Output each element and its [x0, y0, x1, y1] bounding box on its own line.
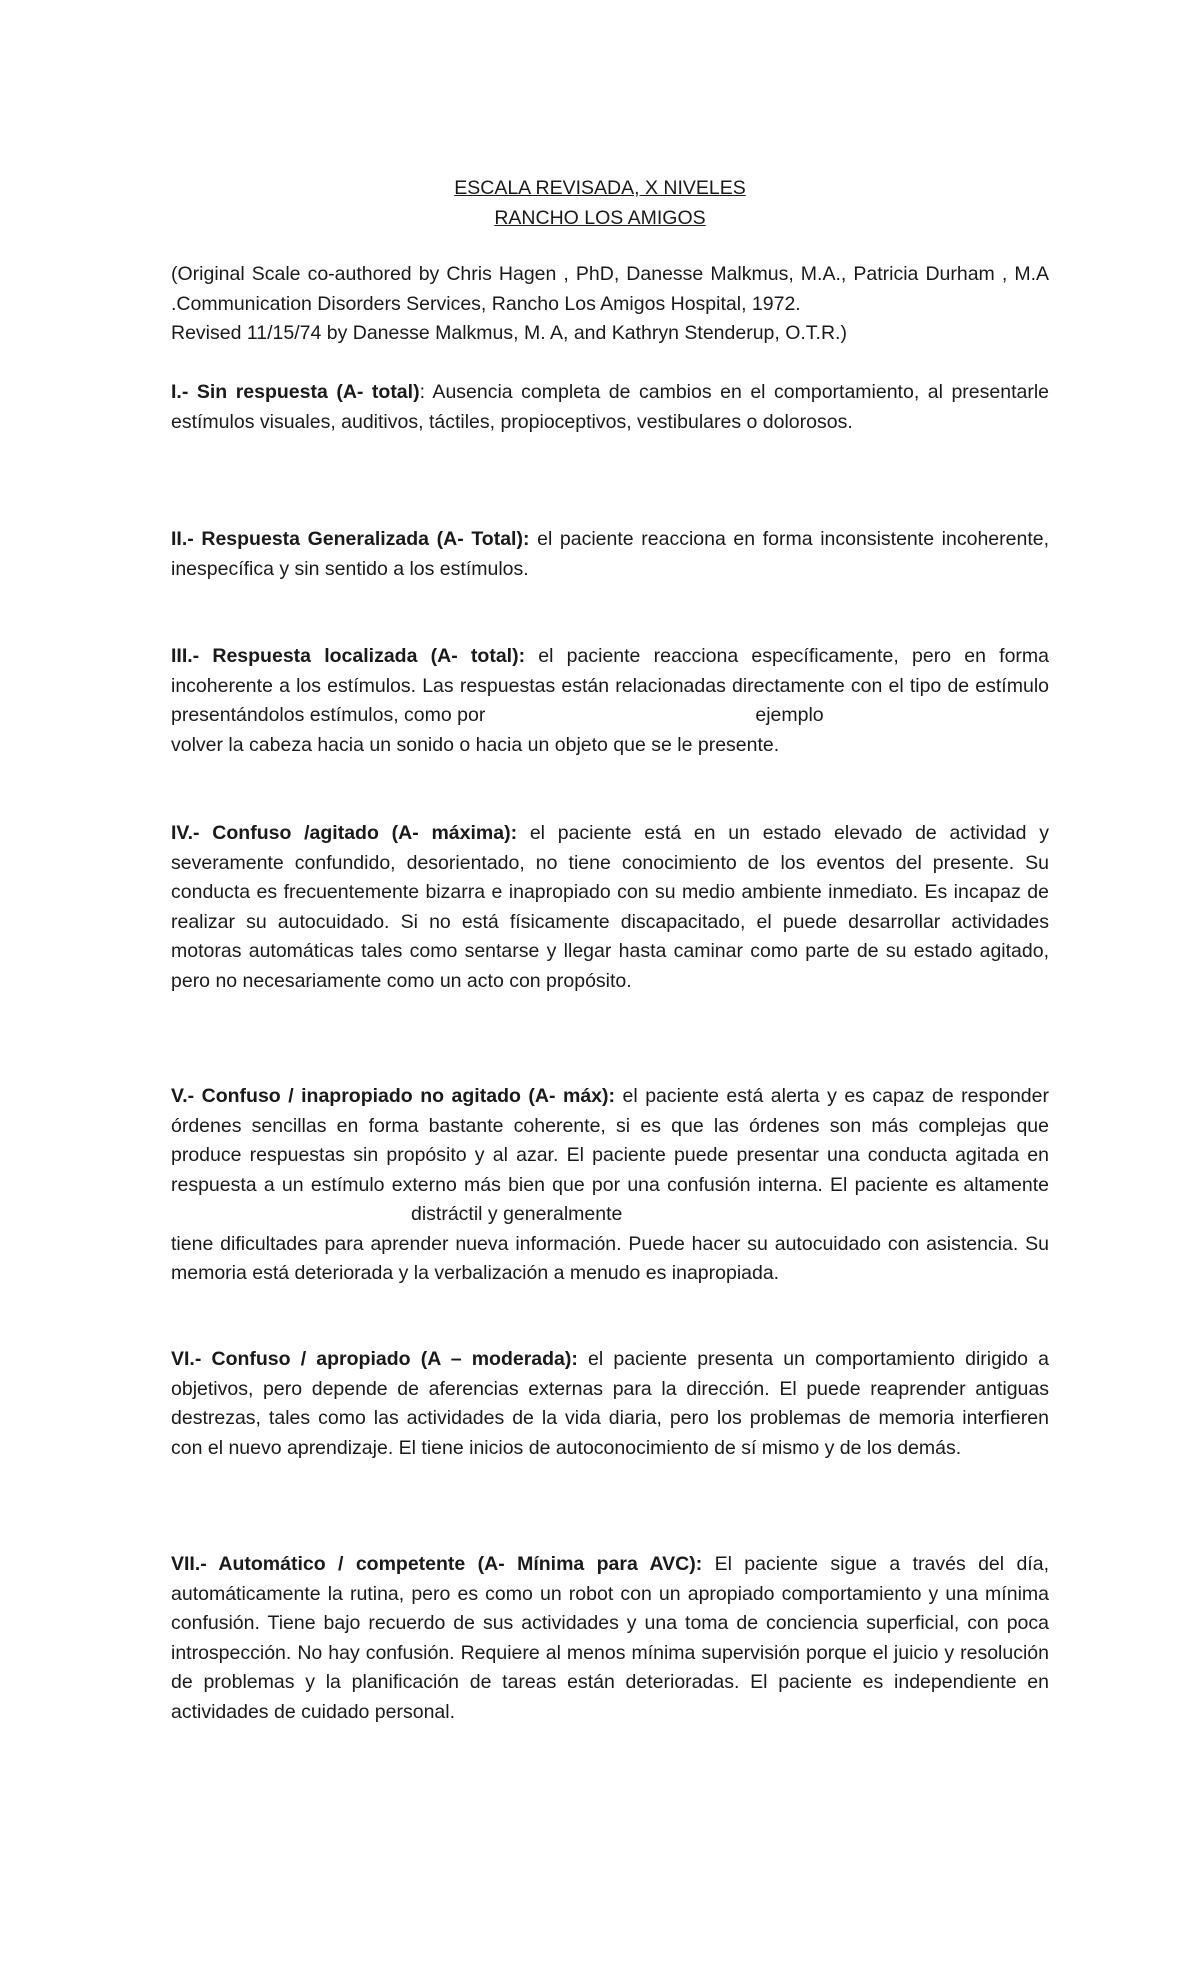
level-2-text: el paciente reacciona en forma inconsistente incoherente, inespecífica y sin sentido a los estímulos. [171, 528, 1049, 580]
level-4-text: el paciente está en un estado elevado de actividad y severamente confundido, desorientado, no tiene conocimiento de los eventos del presente. Su conducta es frecuentemente bizarra e inapropiado con su medio ambiente inmediato. Es incapaz de realizar su autocuidado. Si no está físicamente discapacitado, el puede desarrollar actividades motoras automáticas tales como sentarse y llegar hasta caminar como parte de su estado agitado, pero no necesariamente como un acto con propósito. [171, 822, 1049, 992]
credits-line-1: (Original Scale co-authored by Chris Hagen , PhD, Danesse Malkmus, M.A., Patricia Durham , M.A .Communication Disorders Services, Rancho Los Amigos Hospital, 1972. [171, 263, 1049, 315]
level-4-paragraph [171, 819, 1049, 996]
credits-paragraph [171, 260, 1049, 349]
level-5-text-b: distráctil y generalmente [411, 1203, 623, 1225]
level-3-heading: III.- Respuesta localizada (A- total): [171, 645, 526, 667]
level-7-text: El paciente sigue a través del día, automáticamente la rutina, pero es como un robot con un apropiado comportamiento y una mínima confusión. Tiene bajo recuerdo de sus actividades y una toma de conciencia superficial, con poca introspección. No hay confusión. Requiere al menos mínima supervisión porque el juicio y resolución de problemas y la planificación de tareas están deterioradas. El paciente es independiente en actividades de cuidado personal. [171, 1553, 1049, 1723]
level-1-text: : Ausencia completa de cambios en el comportamiento, al presentarle estímulos visuales, auditivos, táctiles, propioceptivos, vestibulares o dolorosos. [171, 381, 1049, 433]
title-block [0, 173, 1200, 233]
level-2-heading: II.- Respuesta Generalizada (A- Total): [171, 528, 530, 550]
level-5-heading: V.- Confuso / inapropiado no agitado (A- máx): [171, 1085, 615, 1107]
level-6-heading: VI.- Confuso / apropiado (A – moderada): [171, 1348, 578, 1370]
level-3-text-c: volver la cabeza hacia un sonido o hacia un objeto que se le presente. [171, 733, 780, 756]
level-4-heading: IV.- Confuso /agitado (A- máxima): [171, 822, 518, 844]
level-3-text-b: ejemplo [755, 704, 824, 726]
level-5-text-c: tiene dificultades para aprender nueva información. Puede hacer su autocuidado con asistencia. Su memoria está deteriorada y la verbalización a menudo es inapropiada. [171, 1232, 1049, 1284]
level-6-text: el paciente presenta un comportamiento dirigido a objetivos, pero depende de aferencias externas para la dirección. El puede reaprender antiguas destrezas, tales como las actividades de la vida diaria, pero los problemas de memoria interfieren con el nuevo aprendizaje. El tiene inicios de autoconocimiento de sí mismo y de los demás. [171, 1348, 1049, 1459]
level-5-text: el paciente está alerta y es capaz de responder órdenes sencillas en forma bastante coherente, si es que las órdenes son más complejas que produce respuestas sin propósito y al azar. El paciente puede presentar una conducta agitada en respuesta a un estímulo externo más bien que por una confusión interna. El paciente es altamente [171, 1085, 1049, 1196]
title-line-1: ESCALA REVISADA, X NIVELES [454, 177, 746, 199]
level-3-paragraph [171, 642, 1049, 760]
level-2-paragraph [171, 525, 1049, 584]
level-3-text: el paciente reacciona específicamente, pero en forma incoherente a los estímulos. Las respuestas están relacionadas directamente con el tipo de estímulo presentándolos estímulos, como por [171, 645, 1049, 726]
level-1-heading: I.- Sin respuesta (A- total) [171, 381, 420, 403]
level-6-paragraph [171, 1345, 1049, 1463]
level-5-paragraph [171, 1082, 1049, 1289]
level-7-paragraph [171, 1550, 1049, 1727]
level-1-paragraph [171, 378, 1049, 437]
level-7-heading: VII.- Automático / competente (A- Mínima para AVC): [171, 1553, 703, 1575]
credits-line-2: Revised 11/15/74 by Danesse Malkmus, M. A, and Kathryn Stenderup, O.T.R.) [171, 322, 847, 344]
title-line-2: RANCHO LOS AMIGOS [494, 207, 706, 229]
